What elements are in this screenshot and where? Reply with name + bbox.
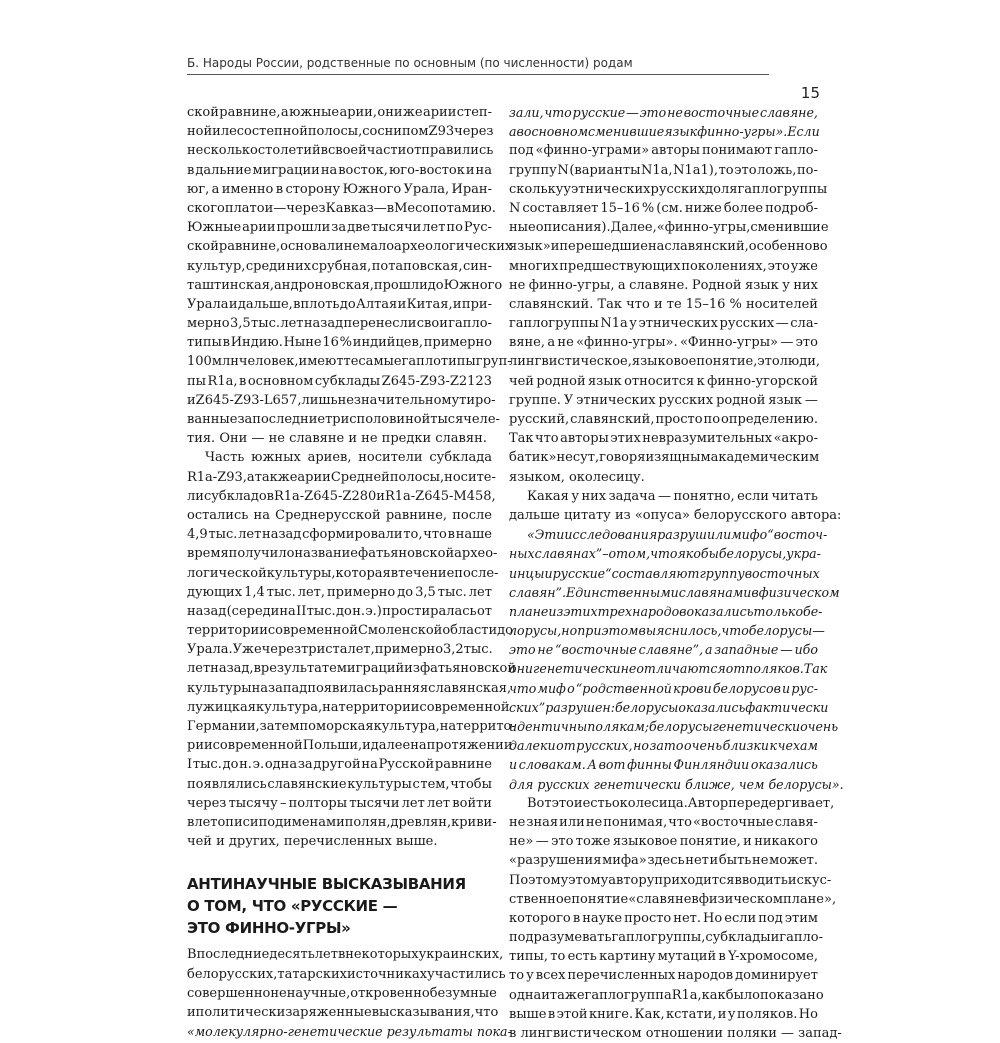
- text-line: ной и лесостепной полосы, со снипом Z93 через: [187, 124, 494, 140]
- text-line: тия. Они — не славяне и не предки славян.: [187, 431, 487, 447]
- text-line: типы в Индию. Ныне 16 % индийцев, примерно: [187, 335, 492, 351]
- header-rule: [187, 74, 769, 75]
- text-line: несколько столетий в своей части отправились: [187, 143, 494, 159]
- text-line: подразумевать гаплогруппы, субклады и гапло-: [509, 930, 823, 946]
- text-line: культуры на запад появилась ранняя славянская,: [187, 680, 512, 696]
- text-line: В последние десять лет в некоторых украинских,: [187, 947, 504, 963]
- text-line: вяне, а не «финно-угры». «Финно-угры» — это: [509, 335, 818, 351]
- text-line: славянский. Так что и те 15–16 % носителей: [509, 296, 818, 312]
- text-line: остались на Среднерусской равнине, после: [187, 507, 492, 523]
- text-line: «разрушения мифа» здесь нет и быть не может.: [509, 853, 818, 869]
- text-line: они генетически не отличаются от поляков. Так: [509, 661, 828, 677]
- text-line: выше в этой книге. Как, кстати, и у поляков. Но: [509, 1006, 818, 1022]
- text-line: чей родной язык относится к финно-угорской: [509, 373, 818, 389]
- text-line: назад (середина II тыс. до н. э.) простиралась от: [187, 603, 492, 619]
- text-line: пы R1a, в основном субклады Z645-Z93-Z2123: [187, 373, 492, 389]
- text-line: время получило название фатьяновской архео-: [187, 546, 498, 562]
- text-line: зали, что русские — это не восточные славяне,: [509, 105, 818, 120]
- text-line: совершенно ненаучные, откровенно безумные: [187, 985, 497, 1001]
- text-line: типы, то есть картину мутаций в Y-хромосоме,: [509, 949, 818, 965]
- text-line: и политически заряженные высказывания, что: [187, 1004, 499, 1020]
- text-line: культур, среди них срубная, потаповская, син-: [187, 258, 492, 274]
- text-line: 100 млн человек, имеют те самые гаплотипы груп-: [187, 354, 512, 370]
- text-line: ского плато и — через Кавказ — в Месопотамию.: [187, 200, 496, 216]
- text-line: а в основном сменившие язык финно-угры». Если: [509, 124, 820, 140]
- text-line: которого в науке просто нет. Но если под этим: [509, 910, 818, 926]
- text-line: группе. У этнических русских родной язык —: [509, 392, 818, 408]
- text-line: то у всех перечисленных народов доминирует: [509, 968, 818, 984]
- paragraph: [187, 103, 513, 448]
- text-line: в дальние миграции на восток, юго-восток и на: [187, 162, 492, 178]
- heading-line: О ТОМ, ЧТО «РУССКИЕ —: [187, 897, 398, 916]
- left-column: [187, 103, 517, 1041]
- text-line: инцы и русские “составляют группу восточных: [509, 565, 820, 581]
- text-line: дальше цитату из «опуса» белорусского автора:: [509, 507, 842, 523]
- text-line: через тысячу – полторы тысячи лет лет войти: [187, 795, 492, 811]
- paragraph: [509, 794, 842, 1043]
- right-column: [509, 103, 844, 1043]
- text-line: «Эти исследования разрушили миф о “восточ-: [527, 527, 828, 543]
- text-line: Урала. Уже через триста лет, примерно 3,2 тыс.: [187, 642, 493, 658]
- text-line: ской равнине, а южные арии, они же арии степ-: [187, 105, 492, 120]
- text-line: I тыс. до н. э. одна за другой на Русской равнине: [187, 757, 492, 773]
- text-line: Урала и дальше, вплоть до Алтая и Китая, и при-: [187, 296, 492, 312]
- text-line: таштинская, андроновская, прошли до Южного: [187, 277, 503, 293]
- text-line: в летописи под именами полян, древлян, криви-: [187, 814, 497, 830]
- text-line: R1a-Z93, а также арии Средней полосы, носите-: [187, 469, 496, 485]
- heading-line: АНТИНАУЧНЫЕ ВЫСКАЗЫВАНИЯ: [187, 875, 466, 894]
- text-line: дующих 1,4 тыс. лет, примерно до 3,5 тыс. лет: [187, 584, 492, 600]
- paragraph: [187, 945, 512, 1041]
- text-line: Вот это и есть околесица. Автор передергивает,: [527, 795, 835, 811]
- text-line: одна и та же гаплогруппа R1a, как было показано: [509, 987, 824, 1003]
- text-line: ской равнине, основали немало археологических: [187, 239, 513, 255]
- text-line: плане из этих трех народов оказались только бе-: [509, 603, 823, 619]
- text-line: язык» и перешедшие на славянский, особенно во: [509, 239, 828, 255]
- text-line: это не “восточные славяне”, а западные — ибо: [509, 642, 818, 658]
- text-line: батик» несут, говоря изящным академическим: [509, 450, 820, 466]
- text-line: белорусских, татарских источниках участились: [187, 966, 506, 982]
- text-line: Южные арии прошли за две тысячи лет по Рус-: [187, 220, 492, 236]
- text-line: логической культуры, которая в течение после-: [187, 565, 499, 581]
- text-line: не» — это тоже языковое понятие, и никакого: [509, 834, 818, 850]
- text-line: юг, а именно в сторону Южного Урала, Иран-: [187, 181, 492, 197]
- text-line: ные описания). Далее, «финно-угры, сменившие: [509, 220, 829, 236]
- text-line: лет назад, в результате миграций из фатьяновской: [187, 661, 517, 677]
- text-line: скольку у этнических русских доля гаплогруппы: [509, 181, 828, 197]
- text-line: языком, околесицу.: [509, 469, 645, 485]
- heading-line: ЭТО ФИННО-УГРЫ»: [187, 919, 351, 938]
- text-line: лингвистическое, языковое понятие, это люди,: [509, 354, 821, 370]
- paragraph: [509, 487, 842, 525]
- text-line: гаплогруппы N1a у этнических русских — сла-: [509, 316, 818, 332]
- text-line: Германии, затем поморская культура, на террито-: [187, 719, 516, 734]
- text-line: лужицкая культура, на территории современной: [187, 699, 510, 715]
- text-line: мерно 3,5 тыс. лет назад перенесли свои гапло-: [187, 316, 492, 332]
- page-number: 15: [800, 84, 820, 102]
- text-line: территории современной Смоленской области до: [187, 623, 514, 639]
- text-line: не финно-угры, а славяне. Родной язык у них: [509, 277, 818, 293]
- text-line: чей и других, перечисленных выше.: [187, 834, 438, 850]
- running-header: Б. Народы России, родственные по основным (по численности) родам: [187, 56, 633, 70]
- paragraph: [509, 103, 829, 487]
- text-line: и Z645-Z93-L657, лишь незначительно мутиро-: [187, 392, 496, 408]
- text-line: «молекулярно-генетические результаты пока-: [187, 1024, 512, 1040]
- text-line: в лингвистическом отношении поляки — запад-: [509, 1026, 842, 1041]
- text-line: русский, славянский, просто по определению.: [509, 412, 818, 427]
- text-line: Так что авторы этих невразумительных «акро-: [509, 431, 818, 447]
- paragraph: [187, 448, 517, 851]
- text-line: Часть южных ариев, носители субклада: [205, 450, 492, 466]
- text-line: Поэтому этому автору приходится вводить искус-: [509, 872, 832, 888]
- text-line: и словакам. А вот финны Финляндии оказались: [509, 757, 818, 773]
- text-line: группу N (варианты N1a, N1a1), то это ложь, по-: [509, 162, 818, 178]
- text-line: ных славянах” – о том, что якобы белорусы, укра-: [509, 546, 821, 562]
- section-heading: [187, 873, 492, 939]
- text-line: не зная или не понимая, что «восточные славя-: [509, 814, 818, 830]
- text-line: идентичны полякам; белорусы генетически очень: [509, 719, 839, 734]
- text-line: лорусы, но при этом выяснилось, что белорусы —: [509, 623, 825, 639]
- text-line: ских” разрушен: белорусы оказались фактически: [509, 699, 829, 715]
- text-line: N составляет 15–16 % (см. ниже более подроб-: [509, 200, 818, 216]
- text-line: Какая у них задача — понятно, если читать: [527, 488, 818, 504]
- text-line: появлялись славянские культуры с тем, чтобы: [187, 776, 492, 792]
- text-line: ванные за последние три с половиной тысячеле-: [187, 412, 500, 427]
- text-line: ли субкладов R1a-Z645-Z280 и R1a-Z645-M458,: [187, 488, 496, 504]
- quote-block: [509, 525, 844, 794]
- text-line: далеки от русских, но зато очень близки к чехам: [509, 738, 818, 754]
- text-line: ственное понятие «славяне в физическом плане»,: [509, 891, 837, 907]
- text-line: 4,9 тыс. лет назад сформировали то, что в наше: [187, 527, 492, 543]
- text-line: что миф о “родственной крови белорусов и рус-: [509, 680, 818, 696]
- text-line: для русских генетически ближе, чем белорусы».: [509, 776, 844, 792]
- text-line: под «финно-уграми» авторы понимают гапло-: [509, 143, 818, 159]
- text-line: славян”. Единственными славянами в физическом: [509, 584, 840, 600]
- text-line: рии современной Польши, и далее на протяжении: [187, 738, 513, 754]
- text-line: многих предшествующих поколениях, это уже: [509, 258, 818, 274]
